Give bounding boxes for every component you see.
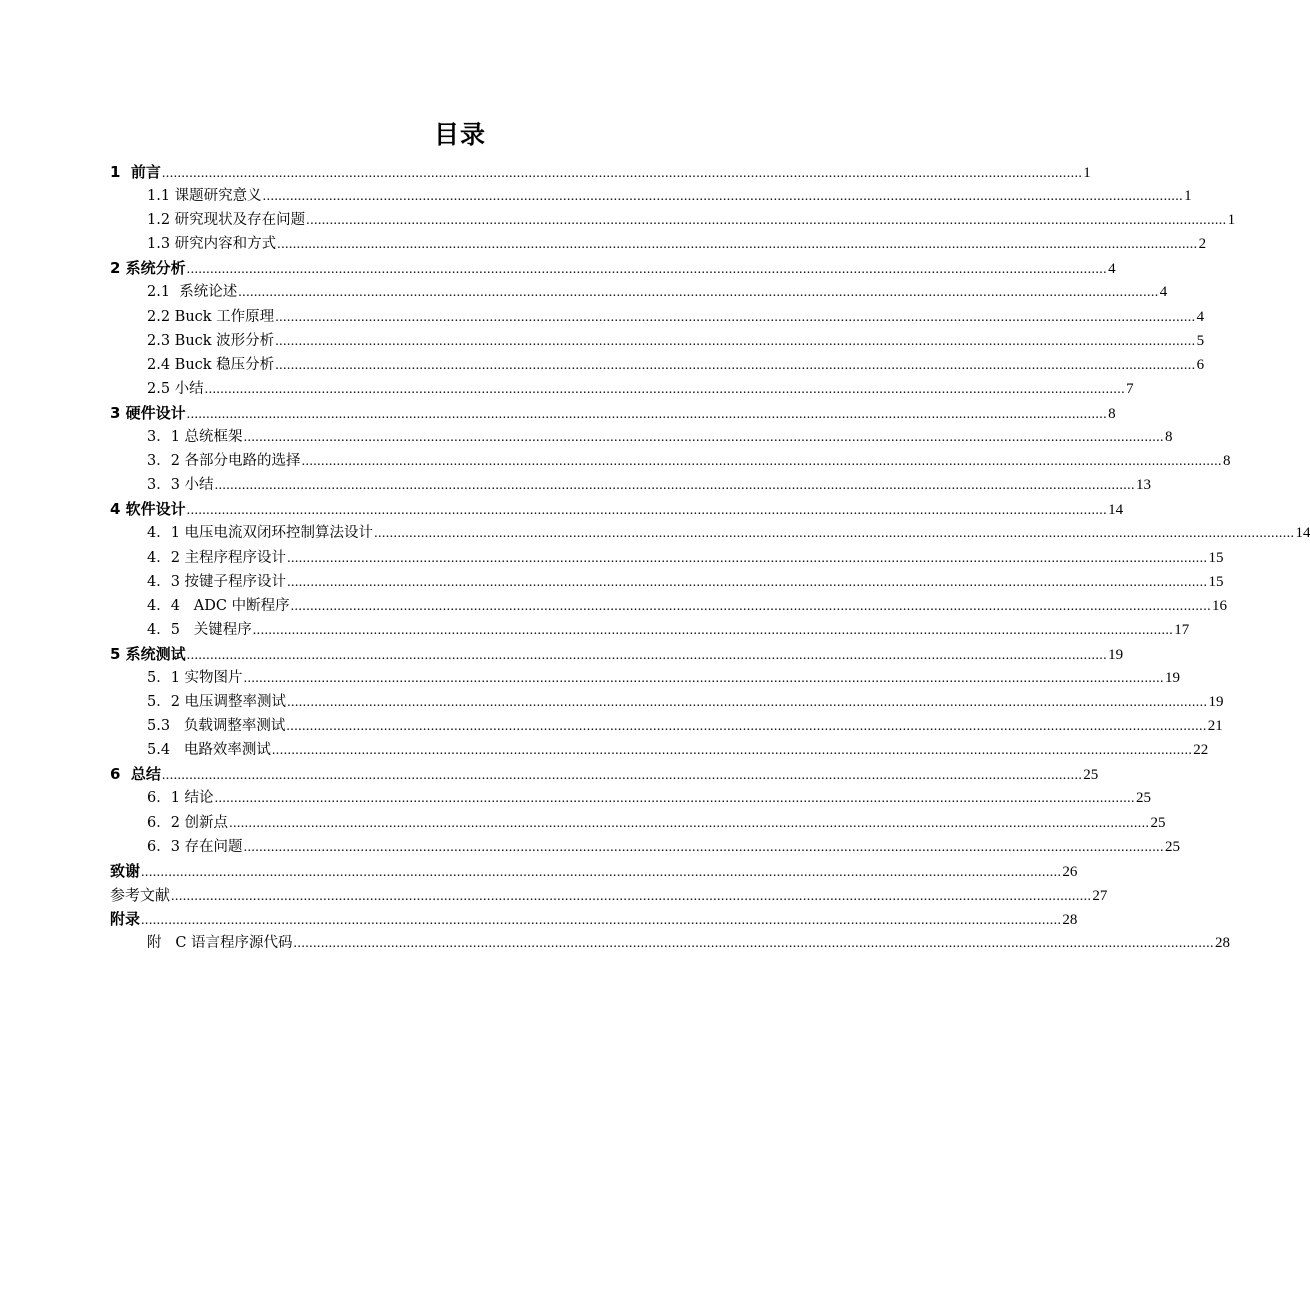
toc-dot-leader: ............................................................................................................................................................................................................................................ bbox=[301, 454, 1222, 470]
toc-subsection-entry[interactable] bbox=[110, 232, 1207, 256]
toc-section-entry[interactable] bbox=[110, 401, 1116, 425]
toc-page-number: 16 bbox=[1212, 597, 1227, 614]
toc-subsection-entry[interactable] bbox=[110, 425, 1173, 449]
toc-entry-label: 2.4 Buck 稳压分析 bbox=[147, 356, 275, 373]
toc-dot-leader: ............................................................................................................................................................................................................................................ bbox=[141, 864, 1062, 880]
toc-entry-label: 4．2 主程序程序设计 bbox=[147, 549, 287, 566]
toc-entry-label: 4．1 电压电流双闭环控制算法设计 bbox=[147, 525, 374, 542]
toc-page-number: 1 bbox=[1227, 212, 1236, 229]
table-of-contents bbox=[110, 160, 1310, 955]
toc-page-number: 22 bbox=[1193, 742, 1209, 759]
toc-subsection-entry[interactable] bbox=[110, 835, 1180, 859]
toc-entry-label: 1.1 课题研究意义 bbox=[147, 188, 262, 205]
toc-subsection-entry[interactable] bbox=[110, 184, 1192, 208]
toc-dot-leader: ............................................................................................................................................................................................................................................ bbox=[186, 503, 1108, 519]
toc-page-number: 19 bbox=[1108, 646, 1124, 663]
toc-entry-label: 2.3 Buck 波形分析 bbox=[147, 332, 275, 349]
toc-dot-leader: ............................................................................................................................................................................................................................................ bbox=[243, 839, 1164, 855]
toc-page-number: 27 bbox=[1092, 887, 1108, 904]
toc-dot-leader: ............................................................................................................................................................................................................................................ bbox=[287, 574, 1208, 590]
toc-entry-label: 附 C 语言程序源代码 bbox=[147, 935, 293, 951]
toc-page-number: 13 bbox=[1135, 477, 1151, 494]
toc-page-number: 28 bbox=[1214, 935, 1230, 951]
toc-entry-label: 3．2 各部分电路的选择 bbox=[147, 453, 301, 470]
toc-section-entry[interactable] bbox=[110, 883, 1108, 907]
toc-entry-label: 1.2 研究现状及存在问题 bbox=[147, 212, 306, 229]
toc-subsection-entry[interactable] bbox=[110, 811, 1166, 835]
toc-page-number: 25 bbox=[1164, 838, 1180, 855]
toc-dot-leader: ............................................................................................................................................................................................................................................ bbox=[287, 550, 1208, 566]
toc-page-number: 26 bbox=[1062, 863, 1078, 880]
toc-entry-label: 1 前言 bbox=[110, 163, 161, 181]
toc-subsection-entry[interactable] bbox=[110, 305, 1205, 329]
toc-entry-label: 3 硬件设计 bbox=[110, 403, 186, 422]
toc-subsection-entry[interactable] bbox=[110, 353, 1205, 377]
toc-dot-leader: ............................................................................................................................................................................................................................................ bbox=[262, 189, 1184, 205]
toc-dot-leader: ............................................................................................................................................................................................................................................ bbox=[186, 647, 1108, 663]
toc-page-number: 17 bbox=[1174, 621, 1190, 638]
toc-subsection-entry[interactable] bbox=[110, 521, 1310, 545]
toc-entry-label: 6 总结 bbox=[110, 765, 161, 784]
toc-dot-leader: ............................................................................................................................................................................................................................................ bbox=[243, 670, 1164, 686]
toc-subsection-entry[interactable] bbox=[110, 714, 1223, 738]
toc-dot-leader: ............................................................................................................................................................................................................................................ bbox=[293, 936, 1214, 951]
toc-dot-leader: ............................................................................................................................................................................................................................................ bbox=[204, 381, 1126, 397]
toc-subsection-entry[interactable] bbox=[110, 690, 1224, 714]
toc-subsection-entry[interactable] bbox=[110, 546, 1224, 570]
toc-subsection-entry[interactable] bbox=[110, 473, 1151, 497]
toc-page-number: 6 bbox=[1196, 356, 1205, 373]
toc-page-number: 19 bbox=[1164, 669, 1180, 686]
toc-entry-label: 6．3 存在问题 bbox=[147, 838, 243, 855]
toc-page-number: 25 bbox=[1083, 767, 1099, 784]
toc-page-number: 15 bbox=[1208, 573, 1224, 590]
toc-page-number: 4 bbox=[1108, 261, 1116, 278]
toc-page-number: 28 bbox=[1062, 911, 1078, 928]
toc-page-number: 4 bbox=[1159, 284, 1168, 301]
toc-dot-leader: ............................................................................................................................................................................................................................................ bbox=[141, 912, 1062, 928]
toc-dot-leader: ............................................................................................................................................................................................................................................ bbox=[214, 478, 1135, 494]
toc-section-entry[interactable] bbox=[110, 859, 1078, 883]
toc-entry-label: 5.4 电路效率测试 bbox=[147, 742, 271, 759]
toc-dot-leader: ............................................................................................................................................................................................................................................ bbox=[252, 622, 1174, 638]
toc-entry-label: 2.5 小结 bbox=[147, 380, 204, 397]
toc-entry-label: 5．1 实物图片 bbox=[147, 669, 243, 686]
toc-dot-leader: ............................................................................................................................................................................................................................................ bbox=[277, 237, 1198, 253]
toc-subsection-entry[interactable] bbox=[110, 786, 1151, 810]
toc-dot-leader: ............................................................................................................................................................................................................................................ bbox=[290, 598, 1211, 614]
toc-entry-label: 1.3 研究内容和方式 bbox=[147, 236, 277, 253]
toc-subsection-entry[interactable] bbox=[110, 329, 1205, 353]
toc-section-entry[interactable] bbox=[110, 160, 1091, 184]
toc-page-number: 14 bbox=[1108, 502, 1124, 519]
toc-page-number: 7 bbox=[1126, 380, 1134, 397]
toc-page-number: 19 bbox=[1208, 694, 1224, 711]
toc-page-number: 25 bbox=[1135, 790, 1151, 807]
toc-section-entry[interactable] bbox=[110, 497, 1124, 521]
toc-section-entry[interactable] bbox=[110, 907, 1078, 931]
toc-subsection-entry[interactable] bbox=[110, 280, 1168, 304]
toc-dot-leader: ............................................................................................................................................................................................................................................ bbox=[243, 430, 1164, 446]
toc-dot-leader: ............................................................................................................................................................................................................................................ bbox=[286, 719, 1207, 735]
toc-entry-label: 4．3 按键子程序设计 bbox=[147, 573, 287, 590]
toc-entry-label: 4 软件设计 bbox=[110, 500, 186, 519]
toc-subsection-entry[interactable] bbox=[110, 449, 1231, 473]
toc-dot-leader: ............................................................................................................................................................................................................................................ bbox=[238, 285, 1159, 301]
toc-page-number: 21 bbox=[1207, 718, 1223, 735]
toc-dot-leader: ............................................................................................................................................................................................................................................ bbox=[186, 262, 1108, 278]
toc-dot-leader: ............................................................................................................................................................................................................................................ bbox=[161, 768, 1083, 784]
toc-entry-label: 致谢 bbox=[110, 861, 141, 880]
toc-subsection-entry[interactable] bbox=[110, 377, 1134, 401]
toc-page-number: 8 bbox=[1108, 405, 1116, 422]
toc-page-number: 5 bbox=[1196, 332, 1205, 349]
toc-dot-leader: ............................................................................................................................................................................................................................................ bbox=[275, 333, 1196, 349]
toc-entry-label: 3．3 小结 bbox=[147, 477, 214, 494]
toc-page-number: 15 bbox=[1208, 549, 1224, 566]
toc-entry-label: 2 系统分析 bbox=[110, 259, 186, 278]
toc-entry-label: 2.1 系统论述 bbox=[147, 284, 238, 301]
toc-entry-label: 参考文献 bbox=[110, 885, 171, 904]
toc-page-number: 4 bbox=[1196, 308, 1205, 325]
toc-entry-label: 2.2 Buck 工作原理 bbox=[147, 308, 275, 325]
toc-section-entry[interactable] bbox=[110, 642, 1124, 666]
toc-subsection-entry[interactable] bbox=[110, 570, 1224, 594]
toc-dot-leader: ............................................................................................................................................................................................................................................ bbox=[374, 526, 1295, 542]
toc-entry-label: 5.3 负载调整率测试 bbox=[147, 718, 286, 735]
toc-dot-leader: ............................................................................................................................................................................................................................................ bbox=[306, 213, 1227, 229]
toc-entry-label: 4．5 关键程序 bbox=[147, 621, 252, 638]
toc-entry-label: 6．1 结论 bbox=[147, 790, 214, 807]
toc-dot-leader: ............................................................................................................................................................................................................................................ bbox=[229, 815, 1150, 831]
toc-subsection-entry[interactable] bbox=[110, 931, 1230, 955]
toc-page-number: 1 bbox=[1083, 165, 1091, 181]
toc-page-number: 14 bbox=[1295, 525, 1310, 542]
toc-dot-leader: ............................................................................................................................................................................................................................................ bbox=[271, 743, 1193, 759]
toc-dot-leader: ............................................................................................................................................................................................................................................ bbox=[287, 695, 1208, 711]
toc-entry-label: 5．2 电压调整率测试 bbox=[147, 694, 287, 711]
toc-title: 目录 bbox=[433, 120, 486, 149]
toc-entry-label: 6．2 创新点 bbox=[147, 814, 229, 831]
toc-dot-leader: ............................................................................................................................................................................................................................................ bbox=[214, 791, 1135, 807]
toc-entry-label: 附录 bbox=[110, 909, 141, 928]
toc-entry-label: 4．4 ADC 中断程序 bbox=[147, 597, 290, 614]
toc-entry-label: 5 系统测试 bbox=[110, 644, 186, 663]
toc-subsection-entry[interactable] bbox=[110, 738, 1209, 762]
toc-section-entry[interactable] bbox=[110, 256, 1116, 280]
toc-subsection-entry[interactable] bbox=[110, 208, 1236, 232]
toc-dot-leader: ............................................................................................................................................................................................................................................ bbox=[171, 888, 1092, 904]
toc-subsection-entry[interactable] bbox=[110, 618, 1190, 642]
toc-page-number: 2 bbox=[1198, 236, 1207, 253]
toc-dot-leader: ............................................................................................................................................................................................................................................ bbox=[161, 166, 1083, 181]
toc-dot-leader: ............................................................................................................................................................................................................................................ bbox=[186, 406, 1108, 422]
toc-dot-leader: ............................................................................................................................................................................................................................................ bbox=[275, 357, 1196, 373]
toc-page-number: 8 bbox=[1222, 453, 1231, 470]
toc-subsection-entry[interactable] bbox=[110, 666, 1180, 690]
toc-page-number: 1 bbox=[1184, 188, 1192, 205]
toc-page-number: 8 bbox=[1164, 429, 1173, 446]
toc-subsection-entry[interactable] bbox=[110, 594, 1227, 618]
toc-entry-label: 3．1 总统框架 bbox=[147, 429, 243, 446]
toc-section-entry[interactable] bbox=[110, 762, 1099, 786]
toc-dot-leader: ............................................................................................................................................................................................................................................ bbox=[275, 309, 1196, 325]
toc-page-number: 25 bbox=[1150, 814, 1166, 831]
